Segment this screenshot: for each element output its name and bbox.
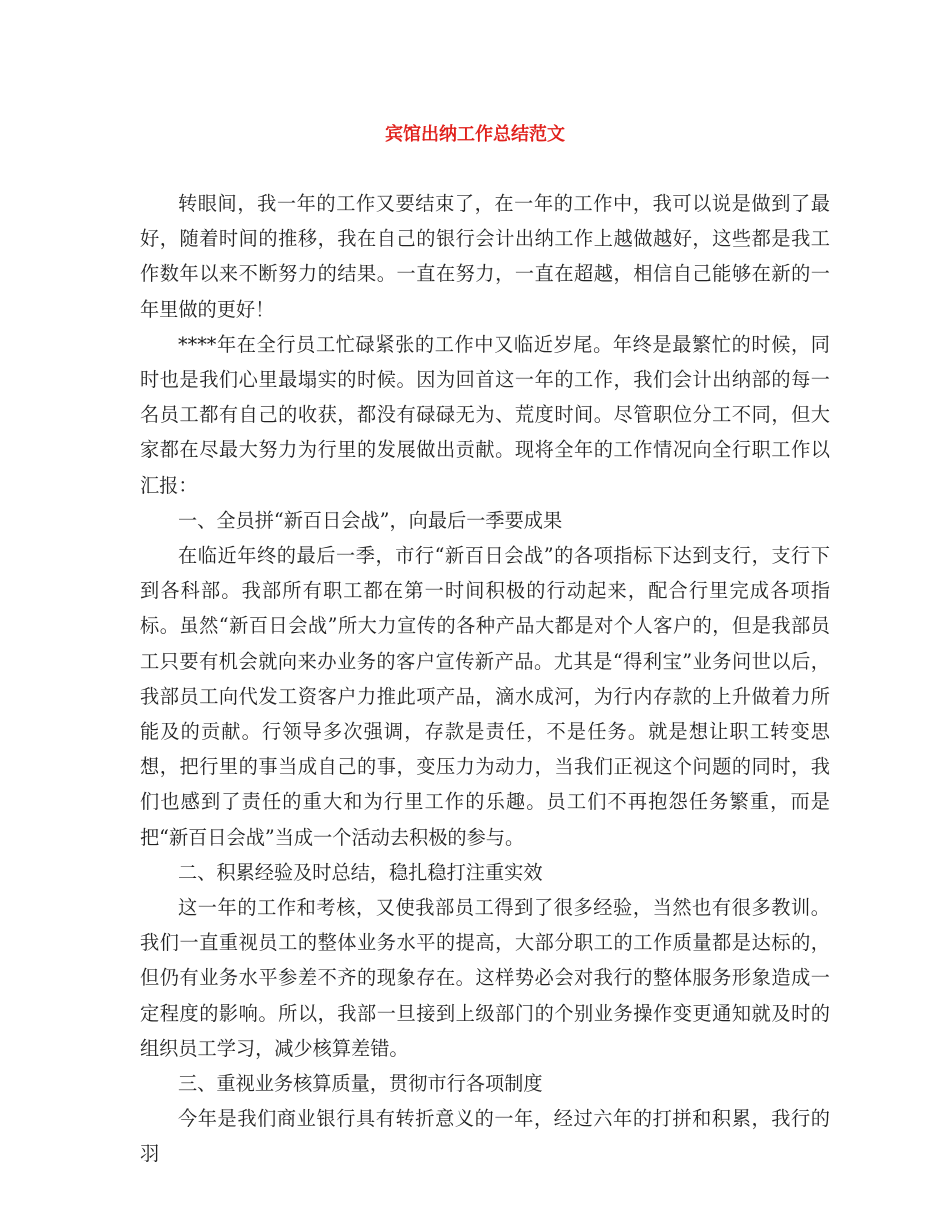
paragraph-intro: 转眼间，我一年的工作又要结束了，在一年的工作中，我可以说是做到了最好，随着时间的推移，我在自己的银行会计出纳工作上越做越好，这些都是我工作数年以来不断努力的结果。一直在努力，一直在超越，相信自己能够在新的一年里做的更好！: [140, 192, 830, 321]
paragraph-overview: ****年在全行员工忙碌紧张的工作中又临近岁尾。年终是最繁忙的时候，同时也是我们心里最塌实的时候。因为回首这一年的工作，我们会计出纳部的每一名员工都有自己的收获，都没有碌碌无为、荒度时间。尽管职位分工不同，但大家都在尽最大努力为行里的发展做出贡献。现将全年的工作情况向全行职工作以汇报：: [140, 332, 830, 497]
paragraph-section-1: 在临近年终的最后一季，市行“新百日会战”的各项指标下达到支行，支行下到各科部。我部所有职工都在第一时间积极的行动起来，配合行里完成各项指标。虽然“新百日会战”所大力宣传的各种产品大都是对个人客户的，但是我部员工只要有机会就向来办业务的客户宣传新产品。尤其是“得利宝”业务问世以后，我部员工向代发工资客户力推此项产品，滴水成河，为行内存款的上升做着力所能及的贡献。行领导多次强调，存款是责任，不是任务。就是想让职工转变思想，把行里的事当成自己的事，变压力为动力，当我们正视这个问题的同时，我们也感到了责任的重大和为行里工作的乐趣。员工们不再抱怨任务繁重，而是把“新百日会战”当成一个活动去积极的参与。: [140, 544, 830, 849]
document-title: 宾馆出纳工作总结范文: [385, 124, 565, 145]
document-body: [140, 186, 830, 1172]
section-heading-3: 三、重视业务核算质量，贯彻市行各项制度: [178, 1072, 543, 1096]
paragraph-section-2: 这一年的工作和考核，又使我部员工得到了很多经验，当然也有很多教训。我们一直重视员工的整体业务水平的提高，大部分职工的工作质量都是达标的，但仍有业务水平参差不齐的现象存在。这样势必会对我行的整体服务形象造成一定程度的影响。所以，我部一旦接到上级部门的个别业务操作变更通知就及时的组织员工学习，减少核算差错。: [140, 896, 830, 1060]
paragraph-section-3: 今年是我们商业银行具有转折意义的一年，经过六年的打拼和积累，我行的羽: [140, 1107, 830, 1166]
section-heading-2: 二、积累经验及时总结，稳扎稳打注重实效: [178, 860, 543, 884]
section-heading-1: 一、全员拼“新百日会战”，向最后一季要成果: [178, 508, 563, 532]
